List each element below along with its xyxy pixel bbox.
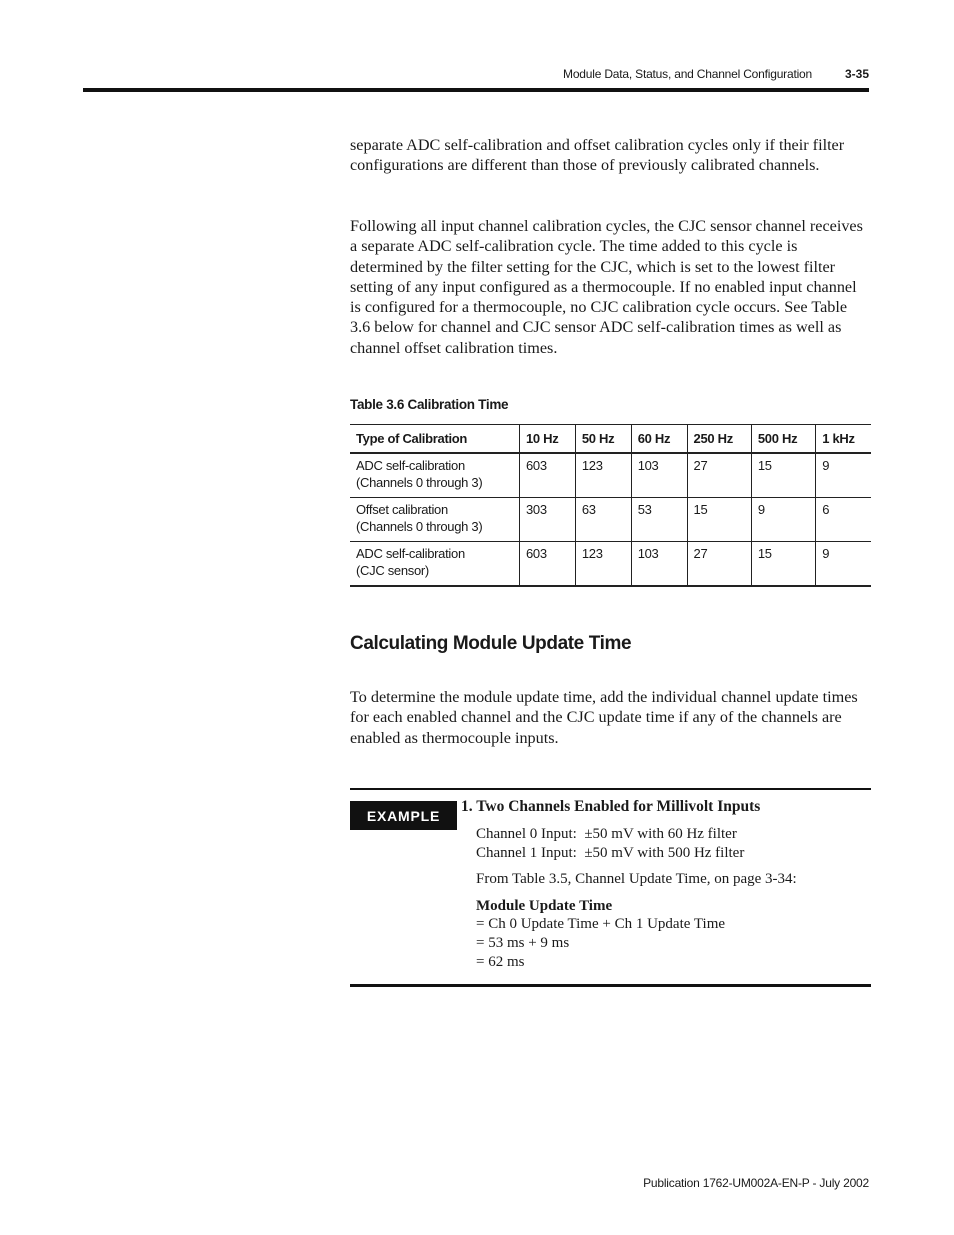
table-cell: 603 xyxy=(520,542,576,587)
table-row xyxy=(350,542,871,587)
example-channel-0: Channel 0 Input: ±50 mV with 60 Hz filter xyxy=(476,826,737,842)
table-cell: 15 xyxy=(751,453,815,498)
table-cell: 27 xyxy=(687,542,751,587)
example-title: 1. Two Channels Enabled for Millivolt Inputs xyxy=(461,798,761,815)
table-cell: 303 xyxy=(520,498,576,542)
example-badge: EXAMPLE xyxy=(350,801,457,830)
body-paragraph-2: Following all input channel calibration cycles, the CJC sensor channel receives a separate ADC self-calibration cycle. The time added to this cycle is determined by the filter setting for the CJC, which is set to the lowest filter setting of any input configured as a thermocouple. If no enabled input channel is configured for a thermocouple, no CJC calibration cycle occurs. See Table 3.6 below for channel and CJC sensor ADC self-calibration times as well as channel offset calibration times. xyxy=(350,217,863,357)
table-cell: 6 xyxy=(816,498,871,542)
table-header-row xyxy=(350,425,871,454)
column-header: Type of Calibration xyxy=(350,425,520,454)
table-cell: 123 xyxy=(575,542,631,587)
example-channel-1: Channel 1 Input: ±50 mV with 500 Hz filter xyxy=(476,845,745,861)
running-header: Module Data, Status, and Channel Configuration xyxy=(563,67,812,81)
table-cell: 15 xyxy=(751,542,815,587)
section-heading: Calculating Module Update Time xyxy=(350,633,632,654)
calibration-type: ADC self-calibration xyxy=(356,546,465,561)
column-header: 50 Hz xyxy=(575,425,631,454)
publication-footer: Publication 1762-UM002A-EN-P - July 2002 xyxy=(643,1176,869,1190)
example-bottom-rule xyxy=(350,984,871,987)
table-cell: 103 xyxy=(631,542,687,587)
header-rule xyxy=(83,88,869,92)
calibration-type-cell xyxy=(350,498,520,542)
table-cell: 63 xyxy=(575,498,631,542)
example-calc-label: Module Update Time xyxy=(476,898,613,914)
table-title: Table 3.6 Calibration Time xyxy=(350,397,509,412)
example-calc-line-3: = 62 ms xyxy=(476,954,525,970)
example-source-note: From Table 3.5, Channel Update Time, on page 3-34: xyxy=(476,871,797,887)
example-calc-line-1: = Ch 0 Update Time + Ch 1 Update Time xyxy=(476,916,726,932)
table-cell: 123 xyxy=(575,453,631,498)
table-cell: 15 xyxy=(687,498,751,542)
calibration-type: ADC self-calibration xyxy=(356,458,465,473)
page-number: 3-35 xyxy=(845,67,870,81)
column-header: 250 Hz xyxy=(687,425,751,454)
table-cell: 103 xyxy=(631,453,687,498)
table-cell: 53 xyxy=(631,498,687,542)
calibration-time-table xyxy=(350,424,871,587)
column-header: 500 Hz xyxy=(751,425,815,454)
table-cell: 9 xyxy=(816,542,871,587)
calibration-scope: (Channels 0 through 3) xyxy=(356,475,483,490)
calibration-scope: (Channels 0 through 3) xyxy=(356,519,483,534)
example-top-rule xyxy=(350,788,871,790)
table-cell: 603 xyxy=(520,453,576,498)
section-paragraph: To determine the module update time, add the individual channel update times for each enabled channel and the CJC update time if any of the channels are enabled as thermocouple inputs. xyxy=(350,688,858,747)
column-header: 1 kHz xyxy=(816,425,871,454)
table-cell: 9 xyxy=(751,498,815,542)
calibration-type: Offset calibration xyxy=(356,502,448,517)
example-calc-line-2: = 53 ms + 9 ms xyxy=(476,935,570,951)
table-row xyxy=(350,453,871,498)
calibration-type-cell xyxy=(350,542,520,587)
calibration-scope: (CJC sensor) xyxy=(356,563,429,578)
table-cell: 9 xyxy=(816,453,871,498)
column-header: 10 Hz xyxy=(520,425,576,454)
body-paragraph-1: separate ADC self-calibration and offset calibration cycles only if their filter configurations are different than those of previously calibrated channels. xyxy=(350,136,845,175)
table-row xyxy=(350,498,871,542)
table-cell: 27 xyxy=(687,453,751,498)
column-header: 60 Hz xyxy=(631,425,687,454)
calibration-type-cell xyxy=(350,453,520,498)
